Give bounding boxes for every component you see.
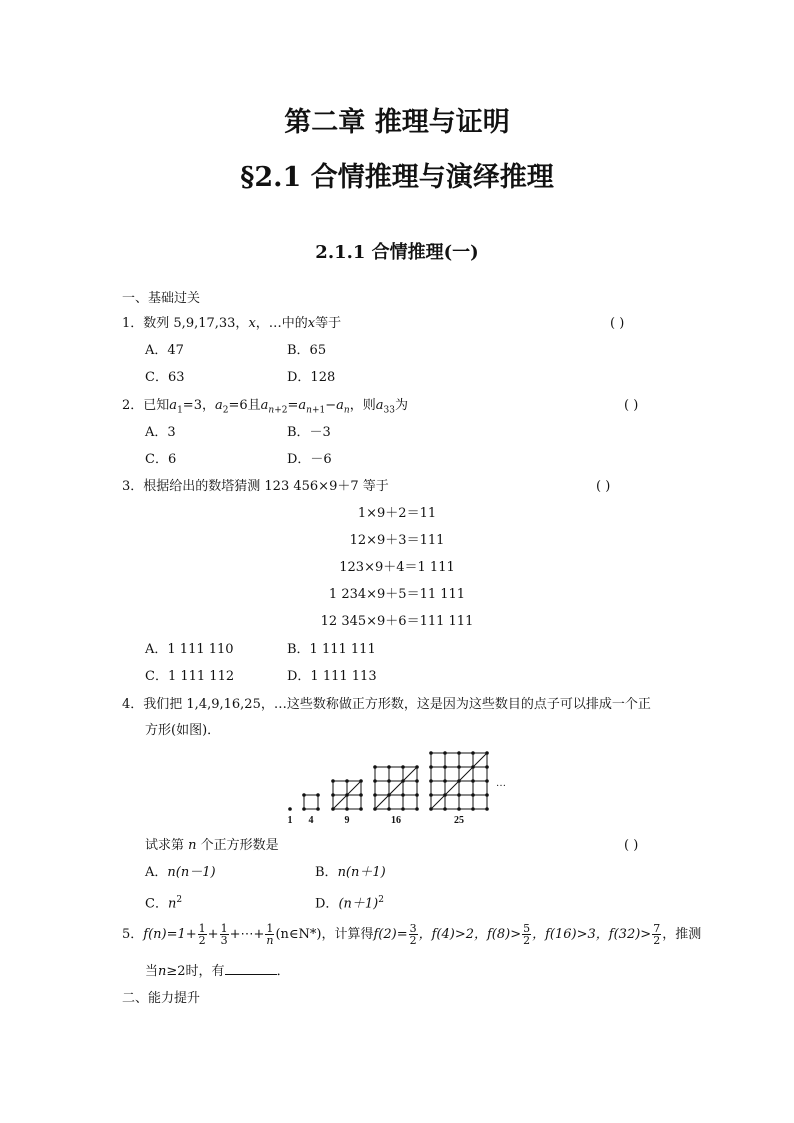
q2-option-d: D．－6 [287,452,332,467]
tower-line-1: 1×9＋2＝11 [357,506,437,521]
square-numbers-figure [280,750,520,830]
fig-ellipsis: … [496,778,506,789]
fig-label-1: 1 [287,815,293,826]
fig-label-9: 9 [344,815,350,826]
frac-1-n: $\frac{1}{n}$ [266,922,274,947]
question-5-line-2: 当n≥2时，有 ． [145,964,290,979]
q1-answer-bracket: ( ) [610,316,625,331]
frac-7-2: $\frac{7}{2}$ [653,922,661,947]
frac-1-2: $\frac{1}{2}$ [198,922,206,947]
q1-stem-b: ，…中的 [255,316,308,331]
q3-option-c: C．1 111 112 [145,669,235,684]
frac-5-2: $\frac{5}{2}$ [523,922,531,947]
q2-stem-pre: 已知 [143,398,170,413]
q3-option-d: D．1 111 113 [287,669,377,684]
fig-label-25: 25 [454,815,464,826]
q4-ask-pre: 试求第 [145,838,185,853]
part1-heading: 一、基础过关 [122,291,201,306]
tower-line-3: 123×9＋4＝1 111 [339,560,455,575]
q1-var-2: x [307,316,316,331]
question-1 [122,316,341,332]
tower-line-2: 12×9＋3＝111 [349,533,445,548]
tower-line-4: 1 234×9＋5＝11 111 [328,587,466,602]
q4-ask-n: n [188,838,197,853]
q1-option-c: C．63 [145,370,185,385]
q2-option-c: C．6 [145,452,177,467]
question-4-line-1 [122,697,651,713]
q3-option-b: B．1 111 111 [287,642,376,657]
section-title: §2.1 合情推理与演绎推理 [240,162,554,193]
q2-minus: − [325,398,337,413]
question-2: 2．已知$a_1=3$，$a_2=6$且$a_{n+2}=a_{n+1}-a_n$，则$a_{33}$为 [122,398,408,416]
part2-heading: 二、能力提升 [122,991,201,1006]
question-5-line-1: 5．f(n)=1+ $\frac{1}{2}$ + $\frac{1}{3}$ +⋯+ $\frac{1}{n}$ (n∈N*)，计算得f(2)= $\frac{3}{2}$ ，f(4)>2，f(8)> $\frac{5}{2}$ ，f(16)>3，f(32)> $\frac{7}{2}$ ，推测 [122,922,702,947]
q2-a2: =6且 [228,398,261,413]
q1-stem-c: 等于 [315,316,342,331]
q4-option-b: B．n(n＋1) [315,865,386,880]
q2-then: ，则 [349,398,376,413]
q4-option-c: C．$n^2$ [145,895,183,912]
subsection-title: 2.1.1 合情推理(一) [315,242,479,263]
q4-ask-post: 个正方形数是 [200,838,279,853]
q4-answer-bracket: ( ) [624,838,639,853]
q2-option-b: B．－3 [287,425,331,440]
q2-answer-bracket: ( ) [624,398,639,413]
question-3 [122,479,389,495]
q3-number: 3． [122,479,144,494]
q1-option-a: A．47 [145,343,184,358]
q4-number: 4． [122,697,144,712]
q1-option-b: B．65 [287,343,327,358]
q2-a1: =3， [182,398,215,413]
q1-var: x [248,316,256,331]
q5-number: 5． [122,927,144,942]
frac-3-2: $\frac{3}{2}$ [409,922,417,947]
q3-option-a: A．1 111 110 [145,642,234,657]
q2-eq: = [287,398,299,413]
q4-option-a: A．n(n－1) [145,865,216,880]
q2-is: 为 [394,398,408,413]
q1-option-d: D．128 [287,370,336,385]
q3-answer-bracket: ( ) [596,479,611,494]
tower-line-5: 12 345×9＋6＝111 111 [320,614,474,629]
fig-label-4: 4 [308,815,314,826]
q2-option-a: A．3 [145,425,176,440]
frac-1-3: $\frac{1}{3}$ [220,922,228,947]
q5-answer-blank[interactable] [225,962,277,975]
chapter-title: 第二章 推理与证明 [284,107,510,138]
q4-stem-1: 我们把 1,4,9,16,25，…这些数称做正方形数，这是因为这些数目的点子可以排成一个正 [143,697,651,712]
q4-stem-2: 方形(如图)． [145,723,221,738]
q4-option-d: D．$(n+1)^2$ [315,895,384,912]
q3-stem: 根据给出的数塔猜测 123 456×9＋7 等于 [143,479,389,494]
q2-number: 2． [122,398,144,413]
fig-label-16: 16 [391,815,401,826]
q4-question [145,838,279,854]
q1-number: 1． [122,316,144,331]
q1-stem-a: 数列 5,9,17,33， [143,316,249,331]
